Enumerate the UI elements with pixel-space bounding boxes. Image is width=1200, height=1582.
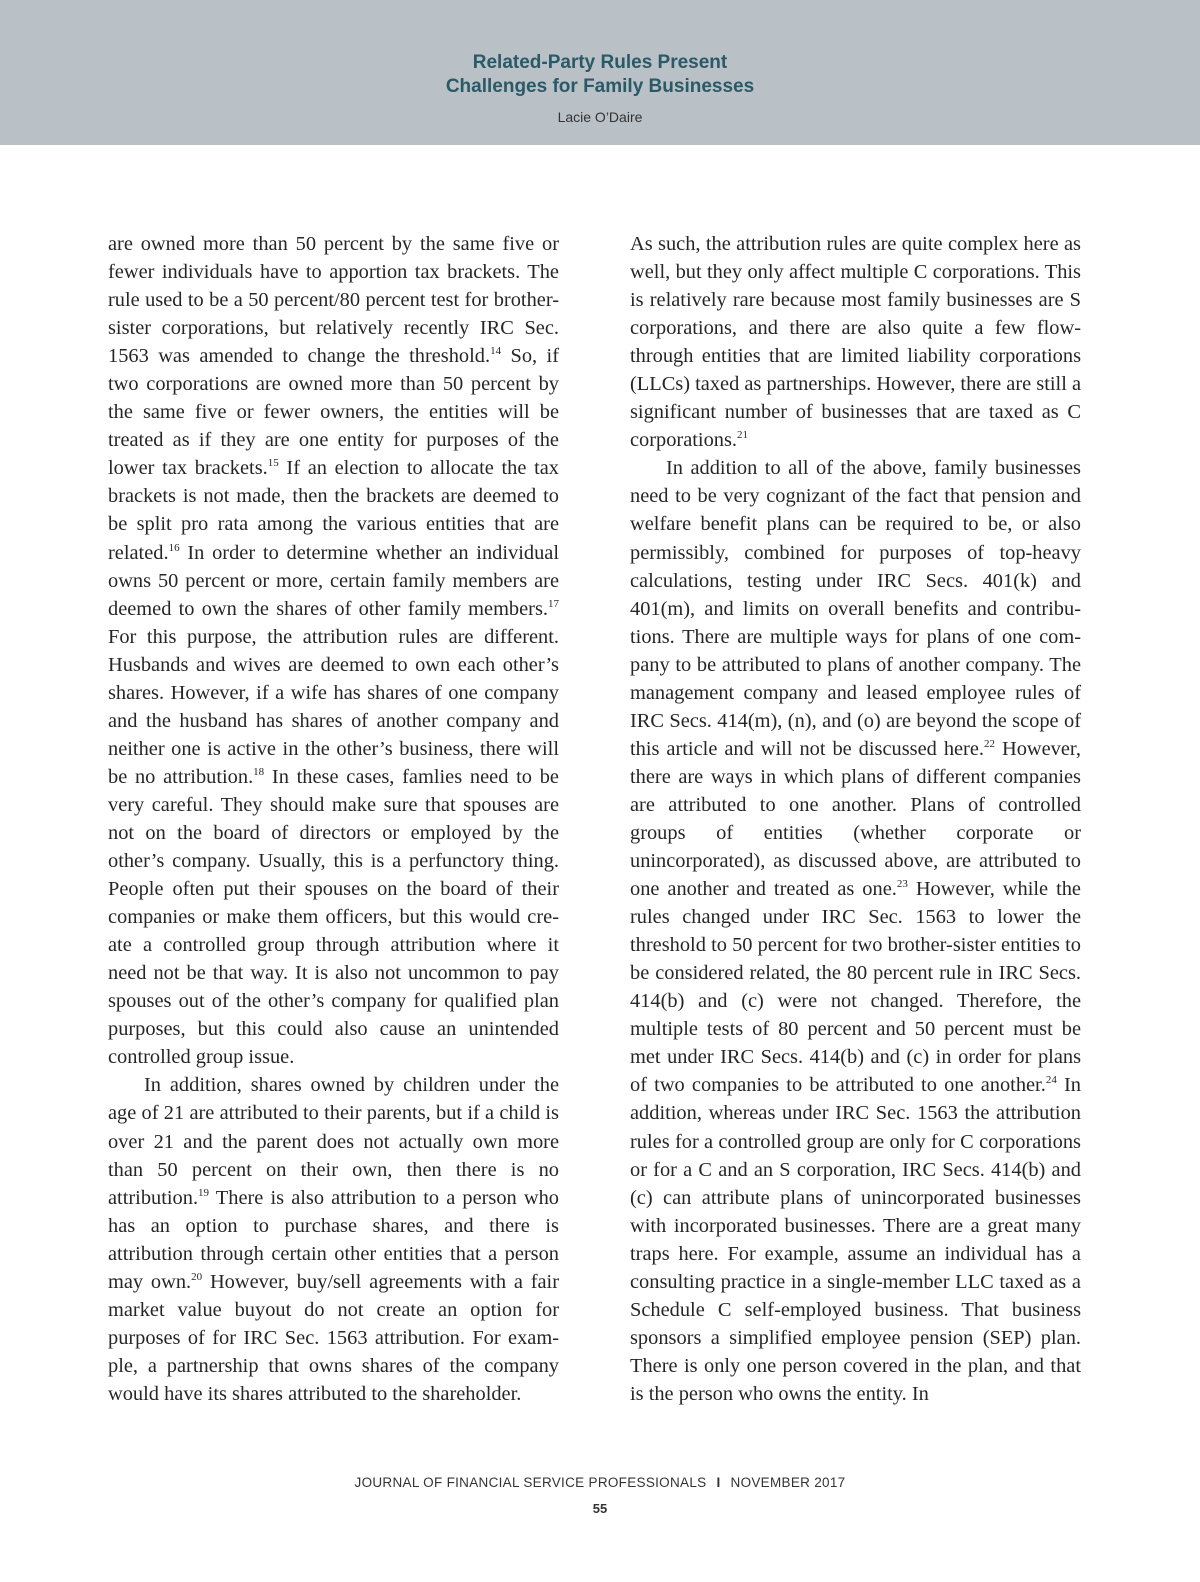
- text-run: In addition, shares owned by children under the age of 21 are attributed to their parents, but if a child is over 21 and the parent does not actually own more than 50 percent on their own, then there is no attribution.: [108, 1074, 559, 1209]
- text-run: In these cases, famlies need to be very careful. They should make sure that spouses are not on the board of directors or employed by the other’s company. Usually, this is a perfunctory thing. People often put their spouses on the board of their companies or make them officers, but this would create a controlled group through attribution where it need not be that way. It is also not uncommon to pay spouses out of the other’s company for qualified plan purposes, but this could also cause an unintended controlled group issue.: [108, 765, 559, 1069]
- footnote-ref: 17: [548, 597, 559, 610]
- footnote-ref: 16: [168, 541, 180, 554]
- article-header: [0, 0, 1200, 145]
- text-run: However, while the rules changed under IRC Sec. 1563 to lower the threshold to 50 percent for two brother-sister entities to be considered related, the 80 percent rule in IRC Secs. 414(b) and (c) were not changed. Therefore, the multiple tests of 80 percent and 50 percent must be met under IRC Secs. 414(b) and (c) in order for plans of two companies to be attributed to one another.: [630, 878, 1081, 1097]
- text-run: There is also attribution to a person who has an option to purchase shares, and there is attribution through certain other entities that a person may own.: [108, 1186, 559, 1293]
- footnote-ref: 15: [267, 457, 279, 470]
- footnote-ref: 20: [191, 1270, 203, 1283]
- footer-separator: I: [716, 1475, 721, 1490]
- journal-name: JOURNAL OF FINANCIAL SERVICE PROFESSIONALS: [354, 1475, 707, 1490]
- footnote-ref: 18: [253, 766, 265, 779]
- body-paragraph: [108, 230, 559, 1071]
- article-author: Lacie O’Daire: [557, 109, 643, 125]
- footnote-ref: 14: [490, 345, 502, 358]
- footnote-ref: 19: [198, 1186, 210, 1199]
- text-run: However, there are ways in which plans of different companies are attributed to one another. Plans of controlled groups of entities (whether corporate or unincorporated), as discussed above, are attributed to one another and treated as one.: [630, 737, 1081, 901]
- text-run: For this purpose, the attribution rules are different. Husbands and wives are deemed to own each other’s shares. However, if a wife has shares of one company and the husband has shares of another company and neither one is active in the other’s business, there will be no attribution.: [108, 625, 559, 788]
- right-column: [630, 230, 1081, 1408]
- text-run: So, if two corporations are owned more than 50 percent by the same five or fewer owners, the entities will be treated as if they are one entity for purposes of the lower tax brackets.: [108, 345, 559, 480]
- body-paragraph: [630, 230, 1081, 454]
- text-run: However, buy/sell agreements with a fair market value buyout do not create an option for purposes of for IRC Sec. 1563 attribution. For example, a partnership that owns shares of the company would have its shares attributed to the shareholder.: [108, 1270, 560, 1405]
- body-paragraph: [108, 1071, 559, 1408]
- text-run: In addition, whereas under IRC Sec. 1563 the attribution rules for a controlled group are only for C corporations or for a C and an S corporation, IRC Secs. 414(b) and (c) can attribute plans of unincorporated businesses with incorporated businesses. There are a great many traps here. For example, assume an individual has a consulting practice in a single-member LLC taxed as a Schedule C self-employed business. That business sponsors a simplified employee pension (SEP) plan. There is only one person covered in the plan, and that is the person who owns the entity. In: [630, 1074, 1081, 1405]
- text-run: As such, the attribution rules are quite complex here as well, but they only affect multiple C corporations. This is relatively rare because most family businesses are S corporations, and there are also quite a few flow-through entities that are limited liability corporations (LLCs) taxed as partnerships. However, there are still a significant number of businesses that are taxed as C corporations.: [630, 233, 1082, 452]
- footnote-ref: 24: [1045, 1074, 1057, 1087]
- footnote-ref: 21: [737, 429, 749, 442]
- text-run: In addition to all of the above, family businesses need to be very cognizant of the fact that pension and welfare benefit plans can be required to be, or also permissibly, combined for purposes of top-heavy calculations, testing under IRC Secs. 401(k) and 401(m), and limits on overall benefits and contributions. There are multiple ways for plans of one company to be attributed to plans of another company. The management company and leased employee rules of IRC Secs. 414(m), (n), and (o) are beyond the scope of this article and will not be discussed here.: [630, 457, 1081, 760]
- footnote-ref: 22: [984, 738, 995, 751]
- article-title-line-1: Related-Party Rules Present: [472, 52, 728, 73]
- text-run: If an election to allocate the tax brackets is not made, then the brackets are deemed to be split pro rata among the various entities that are related.: [108, 457, 559, 564]
- page-footer: [0, 1475, 1200, 1490]
- footnote-ref: 23: [896, 878, 908, 891]
- issue-date: NOVEMBER 2017: [730, 1475, 846, 1490]
- text-run: In order to determine whether an individual owns 50 percent or more, certain family members are deemed to own the shares of other family members.: [108, 541, 559, 620]
- article-title-line-2: Challenges for Family Businesses: [445, 76, 755, 97]
- body-paragraph: [630, 454, 1081, 1408]
- text-run: are owned more than 50 percent by the same five or fewer individuals have to apportion tax brackets. The rule used to be a 50 percent/80 percent test for brother-sister corporations, but relatively recently IRC Sec. 1563 was amended to change the threshold.: [108, 233, 559, 368]
- left-column: [108, 230, 559, 1408]
- page-number: 55: [592, 1501, 608, 1516]
